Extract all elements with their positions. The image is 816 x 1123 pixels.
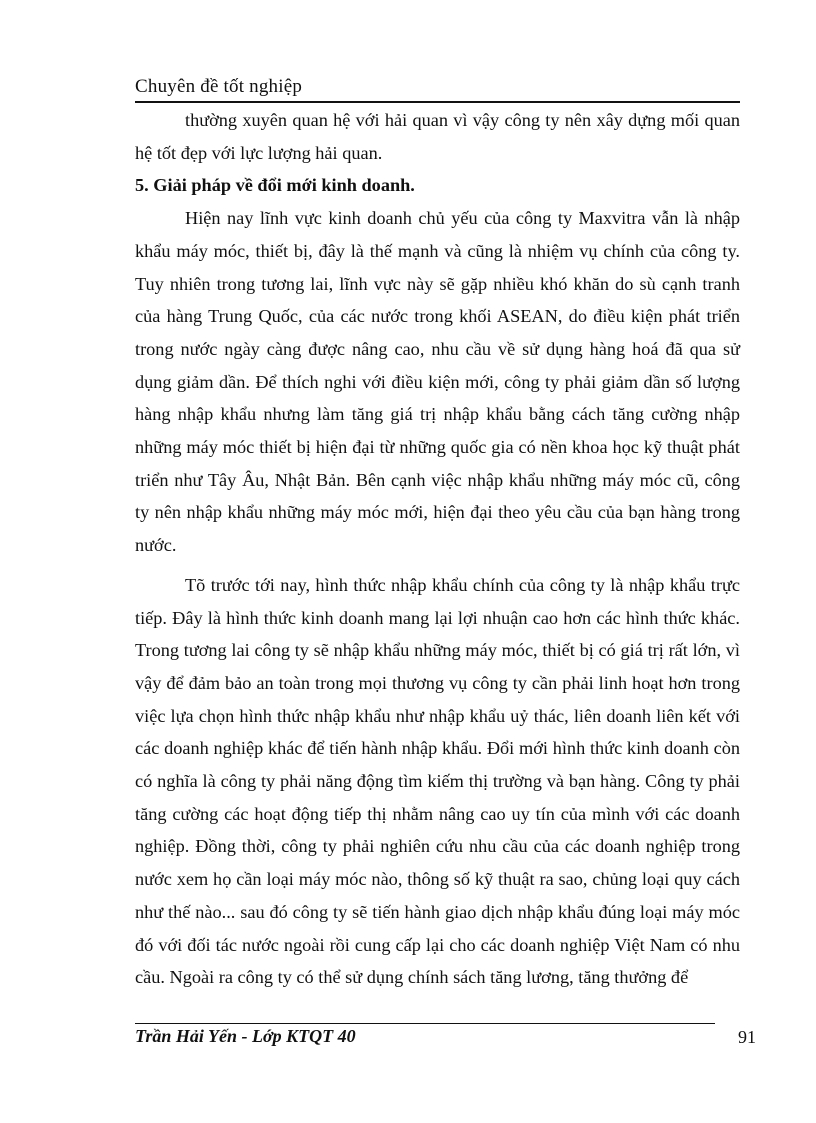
footer-divider bbox=[135, 1023, 715, 1024]
page-number: 91 bbox=[738, 1027, 756, 1047]
page-header-title: Chuyên đề tốt nghiệp bbox=[135, 76, 303, 97]
paragraph: Tõ trước tới nay, hình thức nhập khẩu chính của công ty là nhập khẩu trực tiếp. Đây là hình thức kinh doanh mang lại lợi nhuận cao hơn các hình thức khác. Trong tương lai công ty sẽ nhập khẩu những máy móc, thiết bị có giá trị rất lớn, vì vậy để đảm bảo an toàn trong mọi thương vụ công ty cần phải linh hoạt hơn trong việc lựa chọn hình thức nhập khẩu như nhập khẩu uỷ thác, liên doanh liên kết với các doanh nghiệp khác để tiến hành nhập khẩu. Đổi mới hình thức kinh doanh còn có nghĩa là công ty phải năng động tìm kiếm thị trường và bạn hàng. Công ty phải tăng cường các hoạt động tiếp thị nhằm nâng cao uy tín của mình với các doanh nghiệp. Đồng thời, công ty phải nghiên cứu nhu cầu của các doanh nghiệp trong nước xem họ cần loại máy móc nào, thông số kỹ thuật ra sao, chủng loại quy cách như thế nào... sau đó công ty sẽ tiến hành giao dịch nhập khẩu đúng loại máy móc đó với đối tác nước ngoài rồi cung cấp lại cho các doanh nghiệp Việt Nam có nhu cầu. Ngoài ra công ty có thể sử dụng chính sách tăng lương, tăng thưởng để bbox=[135, 574, 740, 988]
continuation-paragraph: thường xuyên quan hệ với hải quan vì vậy công ty nên xây dựng mối quan hệ tốt đẹp với lực lượng hải quan. bbox=[135, 110, 740, 163]
paragraph: Hiện nay lĩnh vực kinh doanh chủ yếu của công ty Maxvitra vẫn là nhập khẩu máy móc, thiết bị, đây là thế mạnh và cũng là nhiệm vụ chính của công ty. Tuy nhiên trong tương lai, lĩnh vực này sẽ gặp nhiều khó khăn do sù cạnh tranh của hàng Trung Quốc, của các nước trong khối ASEAN, do điều kiện phát triển trong nước ngày càng được nâng cao, nhu cầu về sử dụng hàng hoá đã qua sử dụng giảm dần. Để thích nghi với điều kiện mới, công ty phải giảm dần số lượng hàng nhập khẩu nhưng làm tăng giá trị nhập khẩu bằng cách tăng cường nhập những máy móc thiết bị hiện đại từ những quốc gia có nền khoa học kỹ thuật phát triển như Tây Âu, Nhật Bản. Bên cạnh việc nhập khẩu những máy móc cũ, công ty nên nhập khẩu những máy móc mới, hiện đại theo yêu cầu của bạn hàng trong nước. bbox=[135, 208, 740, 556]
section-heading: 5. Giải pháp về đổi mới kinh doanh. bbox=[135, 175, 415, 196]
footer-author: Trần Hải Yến - Lớp KTQT 40 bbox=[135, 1026, 356, 1046]
body-text bbox=[135, 104, 740, 994]
header-divider bbox=[135, 101, 740, 103]
